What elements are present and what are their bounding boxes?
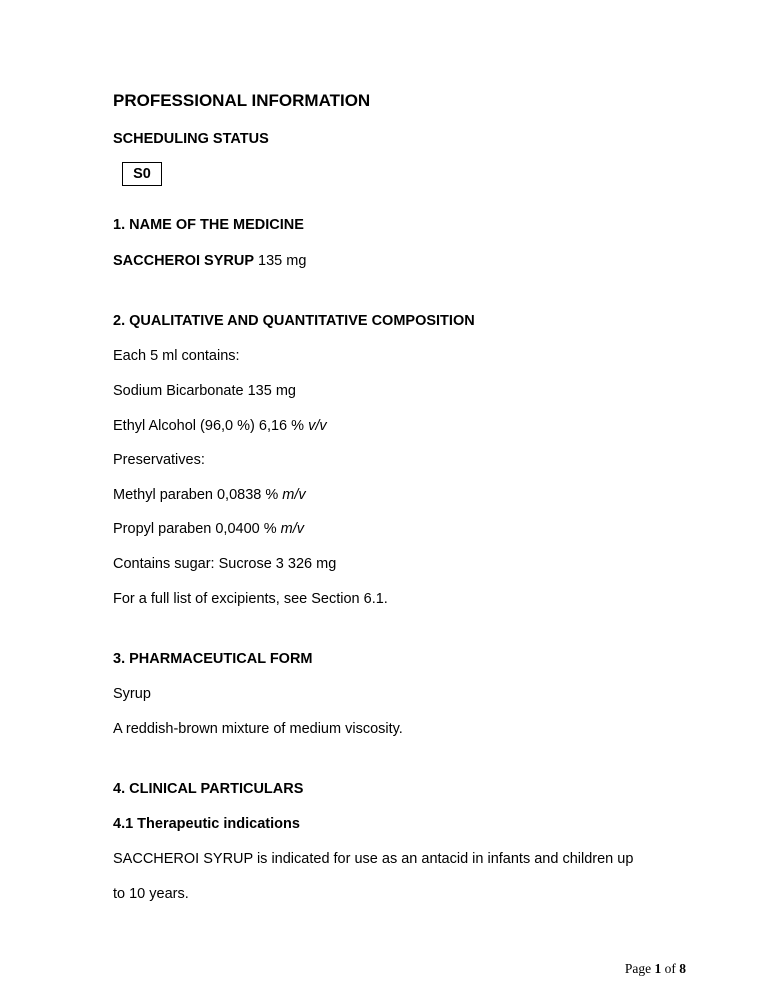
composition-ethyl: [113, 418, 327, 434]
propyl-unit: m/v: [280, 521, 305, 537]
medicine-name-bold: SACCHEROI SYRUP: [113, 253, 254, 269]
section-4-heading: 4. CLINICAL PARTICULARS: [113, 781, 304, 797]
page-word: Page: [624, 961, 655, 976]
ethyl-unit: v/v: [308, 418, 327, 434]
scheduling-status-heading: SCHEDULING STATUS: [113, 131, 269, 147]
composition-preservatives: Preservatives:: [113, 452, 205, 468]
composition-each: Each 5 ml contains:: [113, 348, 240, 364]
indications-line-2: to 10 years.: [113, 886, 189, 902]
composition-sodium: Sodium Bicarbonate 135 mg: [113, 383, 296, 399]
medicine-name: [113, 253, 306, 269]
page-total: 8: [679, 961, 686, 976]
section-2-heading: 2. QUALITATIVE AND QUANTITATIVE COMPOSITION: [113, 313, 475, 329]
section-3-heading: 3. PHARMACEUTICAL FORM: [113, 651, 313, 667]
section-1-heading: 1. NAME OF THE MEDICINE: [113, 217, 304, 233]
composition-methyl: [113, 487, 306, 503]
ethyl-text: Ethyl Alcohol (96,0 %) 6,16 %: [113, 418, 309, 434]
composition-excipients: For a full list of excipients, see Section 6.1.: [113, 591, 388, 607]
composition-propyl: [113, 521, 304, 537]
indications-line-1: SACCHEROI SYRUP is indicated for use as an antacid in infants and children up: [113, 851, 634, 867]
medicine-strength: 135 mg: [254, 253, 307, 269]
propyl-text: Propyl paraben 0,0400 %: [113, 521, 281, 537]
section-4-1-heading: 4.1 Therapeutic indications: [113, 816, 300, 832]
page-of: of: [661, 961, 680, 976]
methyl-unit: m/v: [282, 487, 306, 503]
scheduling-status-value: S0: [133, 166, 151, 182]
document-title: PROFESSIONAL INFORMATION: [113, 91, 371, 110]
composition-sugar: Contains sugar: Sucrose 3 326 mg: [113, 556, 337, 572]
pharmaceutical-description: A reddish-brown mixture of medium viscosity.: [113, 721, 403, 737]
methyl-text: Methyl paraben 0,0838 %: [113, 487, 283, 503]
page-current: 1: [654, 961, 662, 976]
pharmaceutical-form: Syrup: [113, 686, 151, 702]
page-number: [625, 961, 686, 977]
scheduling-status-box: [122, 162, 162, 186]
